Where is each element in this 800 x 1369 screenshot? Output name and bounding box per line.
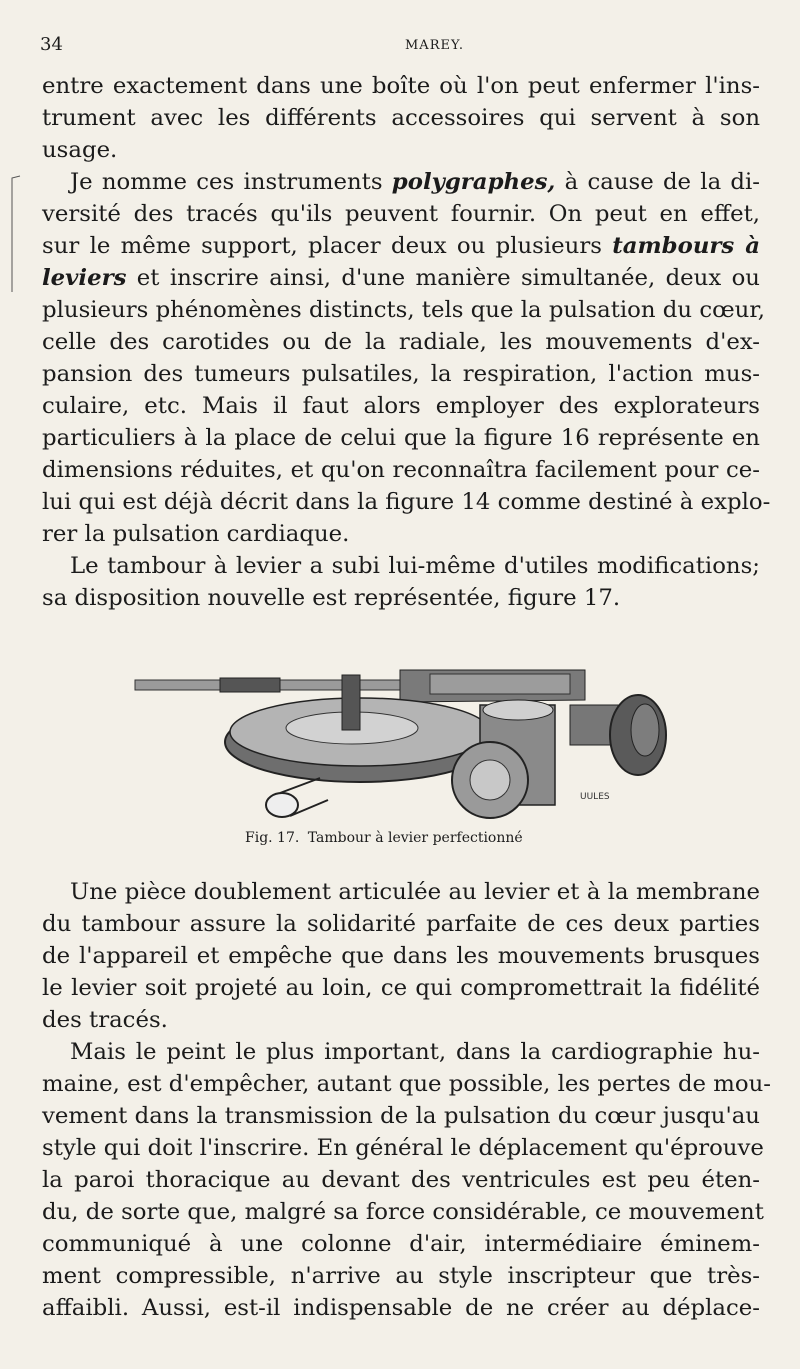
text-line: maine, est d'empêcher, autant que possible, les pertes de mou-	[42, 1071, 772, 1097]
text-line: rer la pulsation cardiaque.	[42, 521, 350, 547]
text-line: versité des tracés qu'ils peuvent fournir. On peut en effet,	[42, 201, 760, 227]
text-line: plusieurs phénomènes distincts, tels que la pulsation du cœur,	[42, 297, 765, 323]
text-line: ment compressible, n'arrive au style inscripteur que très-	[42, 1263, 760, 1289]
text-line: Le tambour à levier a subi lui-même d'utiles modifications;	[70, 553, 760, 579]
figure-caption-text: Tambour à levier perfectionné	[307, 830, 523, 846]
figure-label: Fig. 17.	[245, 830, 300, 846]
text-line: celle des carotides ou de la radiale, les mouvements d'ex-	[42, 329, 760, 355]
text-line: sa disposition nouvelle est représentée, figure 17.	[42, 585, 621, 611]
text-line: la paroi thoracique au devant des ventricules est peu éten-	[42, 1167, 760, 1193]
running-head: MAREY.	[405, 38, 465, 53]
page-header	[40, 34, 760, 58]
text-line: sur le même support, placer deux ou plusieurs tambours à	[42, 233, 760, 259]
text-line: Mais le peint le plus important, dans la cardiographie hu-	[70, 1039, 760, 1065]
figure-tambour-illustration	[130, 660, 675, 845]
engraver-signature: UULES	[580, 792, 610, 802]
text-line: Je nomme ces instruments polygraphes, à cause de la di-	[70, 169, 761, 195]
text-line: dimensions réduites, et qu'on reconnaîtra facilement pour ce-	[42, 457, 760, 483]
text-line: entre exactement dans une boîte où l'on peut enfermer l'ins-	[42, 73, 760, 99]
air-tube	[266, 793, 298, 817]
text-line: usage.	[42, 137, 118, 163]
articulated-piece	[342, 675, 360, 730]
text-line: le levier soit projeté au loin, ce qui compromettrait la fidélité	[42, 975, 760, 1001]
text-line: du, de sorte que, malgré sa force considérable, ce mouvement	[42, 1199, 764, 1225]
text-line: des tracés.	[42, 1007, 168, 1033]
text-line: leviers et inscrire ainsi, d'une manière simultanée, deux ou	[42, 265, 760, 291]
text-line: du tambour assure la solidarité parfaite de ces deux parties	[42, 911, 760, 937]
margin-bracket-mark	[8, 174, 22, 294]
term-polygraphes: polygraphes,	[391, 169, 556, 195]
term-tambours: tambours à	[612, 233, 760, 259]
text-line: vement dans la transmission de la pulsation du cœur jusqu'au	[42, 1103, 760, 1129]
text-line: style qui doit l'inscrire. En général le déplacement qu'éprouve	[42, 1135, 764, 1161]
text-block-top	[42, 70, 771, 614]
text-line: affaibli. Aussi, est-il indispensable de ne créer au déplace-	[42, 1295, 760, 1321]
text-line: pansion des tumeurs pulsatiles, la respiration, l'action mus-	[42, 361, 760, 387]
text-line: particuliers à la place de celui que la figure 16 représente en	[42, 425, 760, 451]
text-line: trument avec les différents accessoires qui servent à son	[42, 105, 760, 131]
text-block-bottom	[42, 876, 772, 1324]
page-number: 34	[40, 34, 63, 55]
text-line: communiqué à une colonne d'air, intermédiaire éminem-	[42, 1231, 760, 1257]
figure-caption	[245, 830, 523, 846]
text-line: lui qui est déjà décrit dans la figure 14 comme destiné à explo-	[42, 489, 771, 515]
text-line: Une pièce doublement articulée au levier et à la membrane	[70, 879, 760, 905]
text-line: culaire, etc. Mais il faut alors employer des explorateurs	[42, 393, 760, 419]
text-line: de l'appareil et empêche que dans les mouvements brusques	[42, 943, 760, 969]
term-leviers: leviers	[42, 265, 127, 291]
